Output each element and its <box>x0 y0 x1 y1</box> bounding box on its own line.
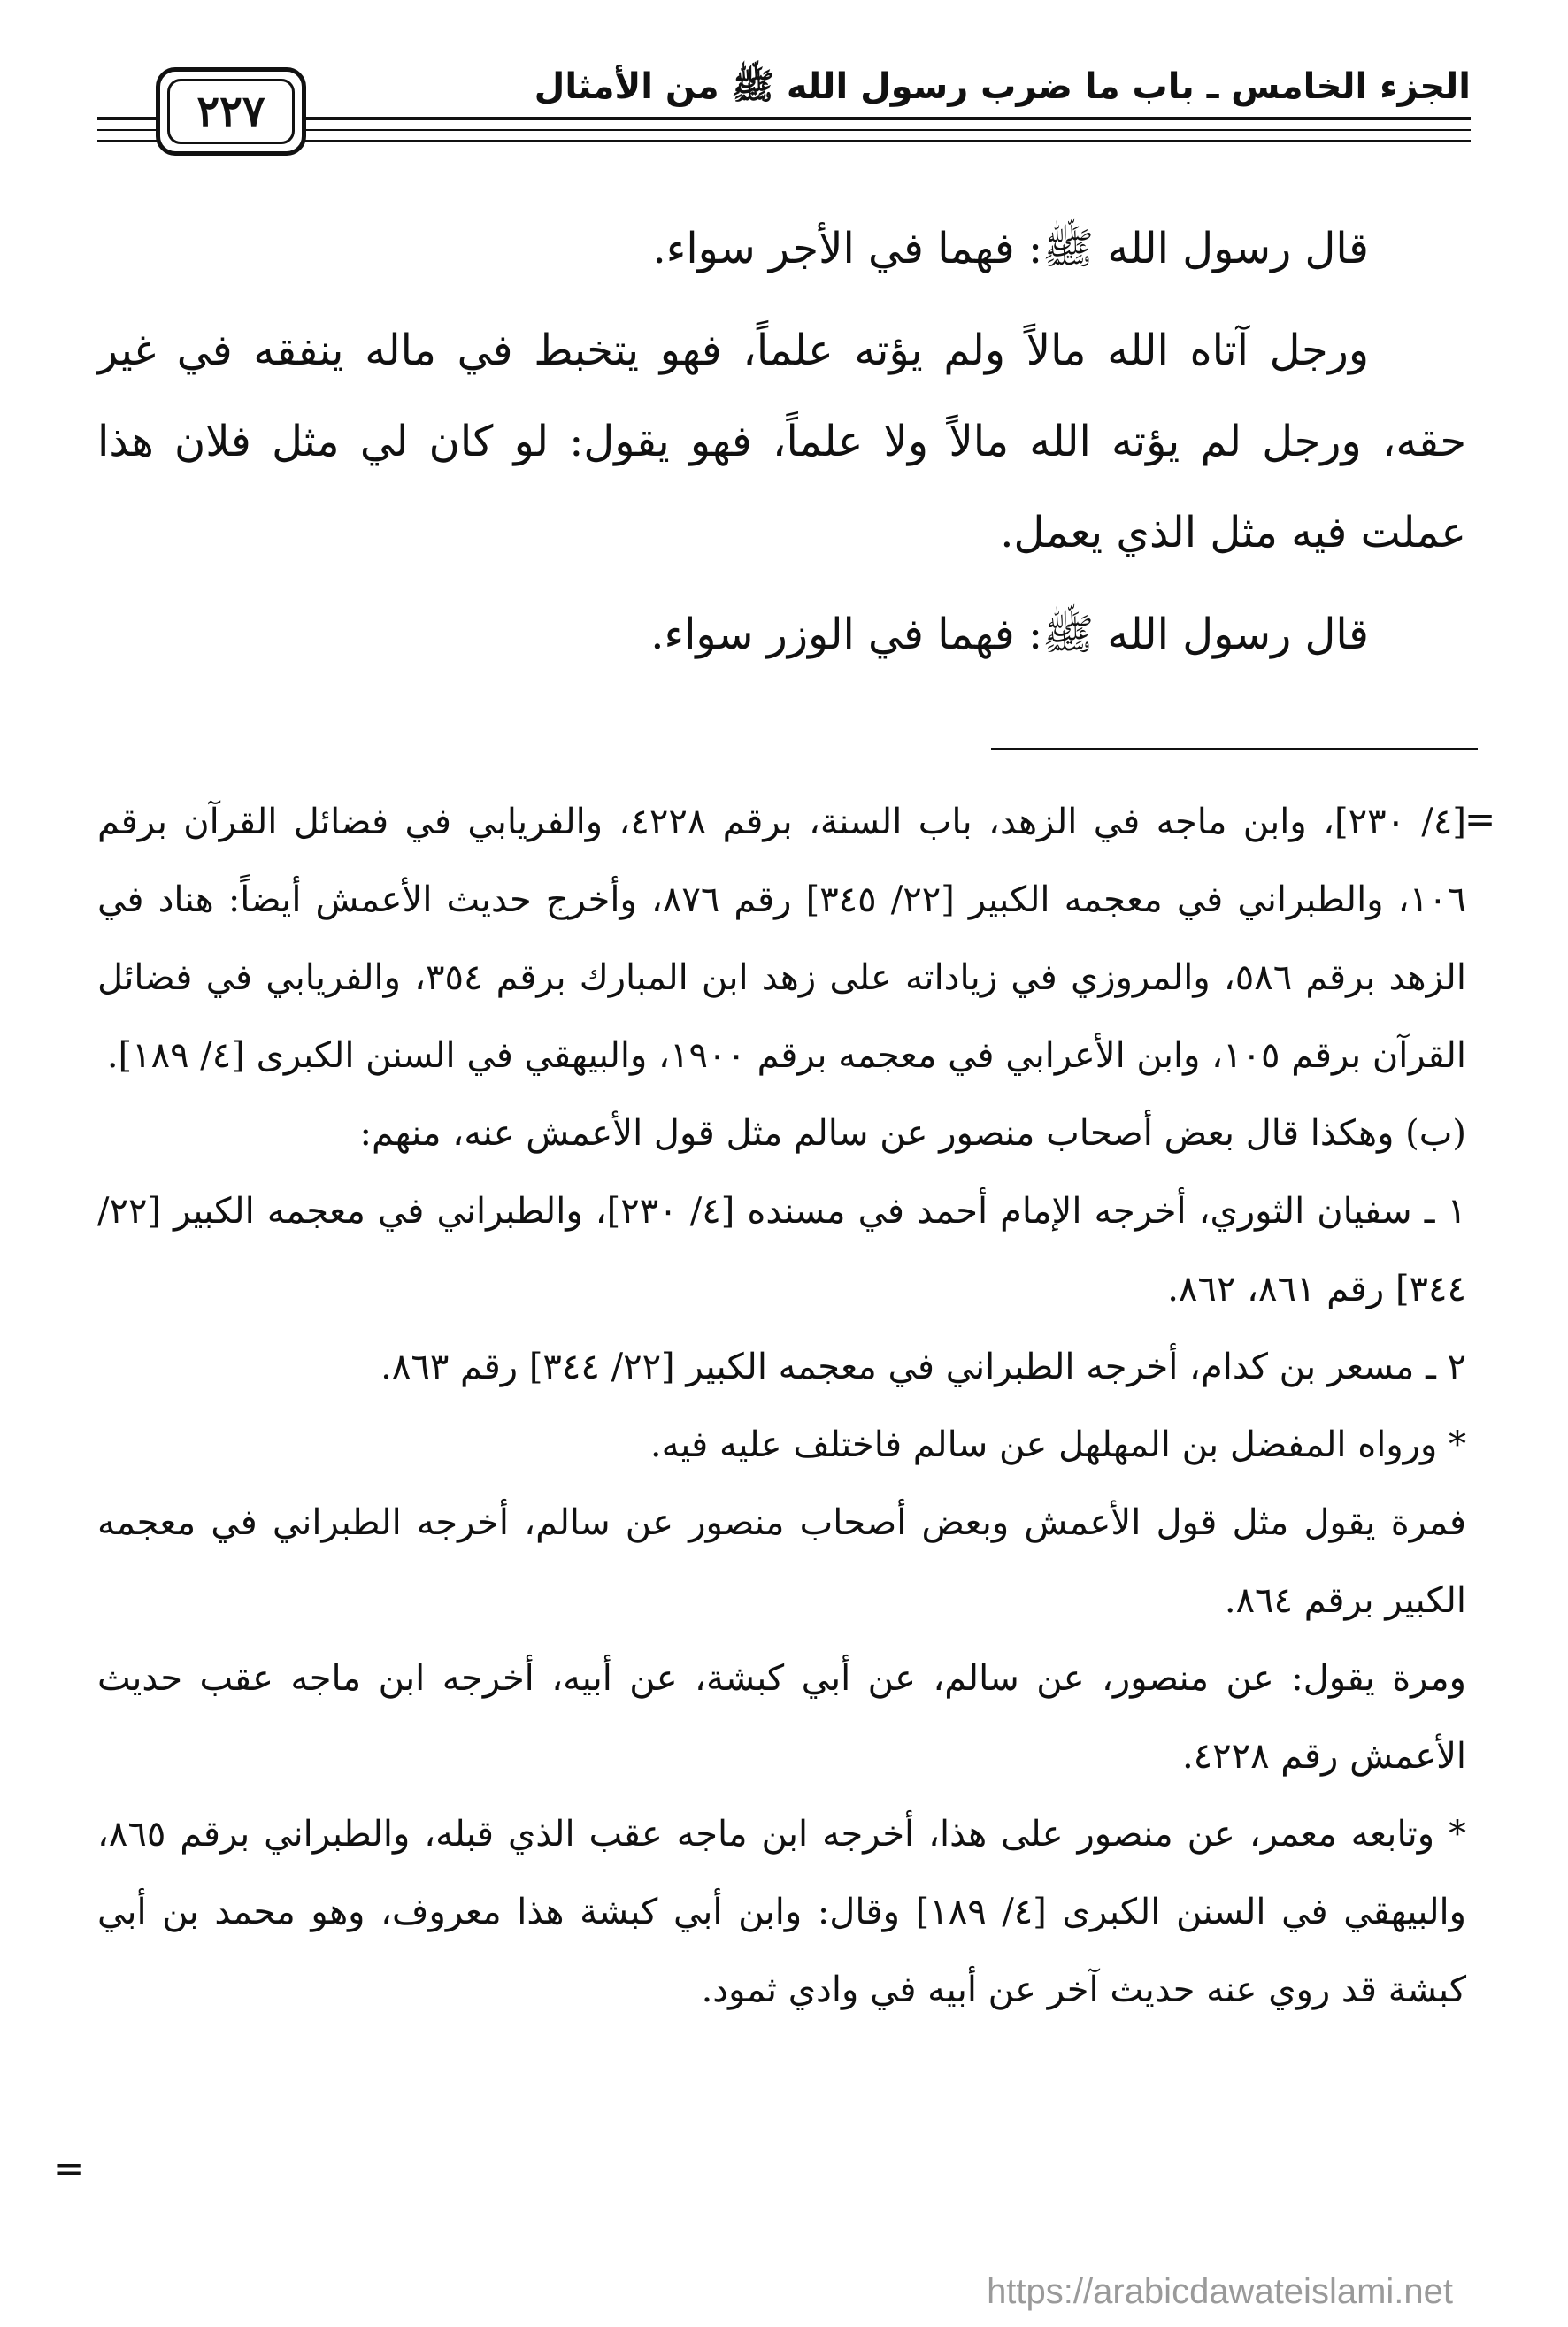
main-paragraph: قال رسول الله ﷺ: فهما في الأجر سواء. <box>652 224 1369 273</box>
page-number-frame <box>156 67 306 156</box>
footnote-continuation-mark-bottom: = <box>53 2147 85 2190</box>
footnote-paragraph: ومرة يقول: عن منصور، عن سالم، عن أبي كبشة، عن أبيه، أخرجه ابن ماجه عقب حديث الأعمش رقم ٤٢٢٨. <box>97 1658 1466 1777</box>
main-text <box>97 204 1466 680</box>
footnote-continuation-mark: = <box>1464 797 1496 841</box>
footnote-paragraph: * ورواه المفضل بن المهلهل عن سالم فاختلف عليه فيه. <box>649 1425 1466 1465</box>
footnote-paragraph: فمرة يقول مثل قول الأعمش وبعض أصحاب منصور عن سالم، أخرجه الطبراني في معجمه الكبير برقم ٨٦٤. <box>97 1502 1466 1621</box>
running-header-title: الجزء الخامس ـ باب ما ضرب رسول الله ﷺ من الأمثال <box>534 66 1471 107</box>
footnotes <box>97 783 1466 2029</box>
footnote-paragraph: * وتابعه معمر، عن منصور على هذا، أخرجه ابن ماجه عقب الذي قبله، والطبراني برقم ٨٦٥، والبيهقي في السنن الكبرى [٤/ ١٨٩] وقال: وابن أبي كبشة هذا معروف، وهو محمد بن أبي كبشة قد روي عنه حديث آخر عن أبيه في وادي ثمود. <box>97 1814 1466 2010</box>
watermark-url: https://arabicdawateislami.net <box>987 2272 1453 2311</box>
footnote-paragraph: ١ ـ سفيان الثوري، أخرجه الإمام أحمد في مسنده [٤/ ٢٣٠]، والطبراني في معجمه الكبير [٢٢/ ٣٤٤] رقم ٨٦١، ٨٦٢. <box>97 1191 1466 1309</box>
main-paragraph: ورجل آتاه الله مالاً ولم يؤته علماً، فهو يتخبط في ماله ينفقه في غير حقه، ورجل لم يؤته الله مالاً ولا علماً، فهو يقول: لو كان لي مثل فلان هذا عملت فيه مثل الذي يعمل. <box>97 326 1467 557</box>
footnote-paragraph: (ب) وهكذا قال بعض أصحاب منصور عن سالم مثل قول الأعمش عنه، منهم: <box>359 1113 1466 1154</box>
footnote-separator <box>991 748 1478 750</box>
footnote-paragraph: [٤/ ٢٣٠]، وابن ماجه في الزهد، باب السنة، برقم ٤٢٢٨، والفريابي في فضائل القرآن برقم ١٠٦، والطبراني في معجمه الكبير [٢٢/ ٣٤٥] رقم ٨٧٦، وأخرج حديث الأعمش أيضاً: هناد في الزهد برقم ٥٨٦، والمروزي في زياداته على زهد ابن المبارك برقم ٣٥٤، والفريابي في فضائل القرآن برقم ١٠٥، وابن الأعرابي في معجمه برقم ١٩٠٠، والبيهقي في السنن الكبرى [٤/ ١٨٩]. <box>97 802 1467 1076</box>
main-paragraph: قال رسول الله ﷺ: فهما في الوزر سواء. <box>650 610 1369 659</box>
footnote-paragraph: ٢ ـ مسعر بن كدام، أخرجه الطبراني في معجمه الكبير [٢٢/ ٣٤٤] رقم ٨٦٣. <box>380 1347 1466 1387</box>
page-number: ٢٢٧ <box>167 79 295 144</box>
